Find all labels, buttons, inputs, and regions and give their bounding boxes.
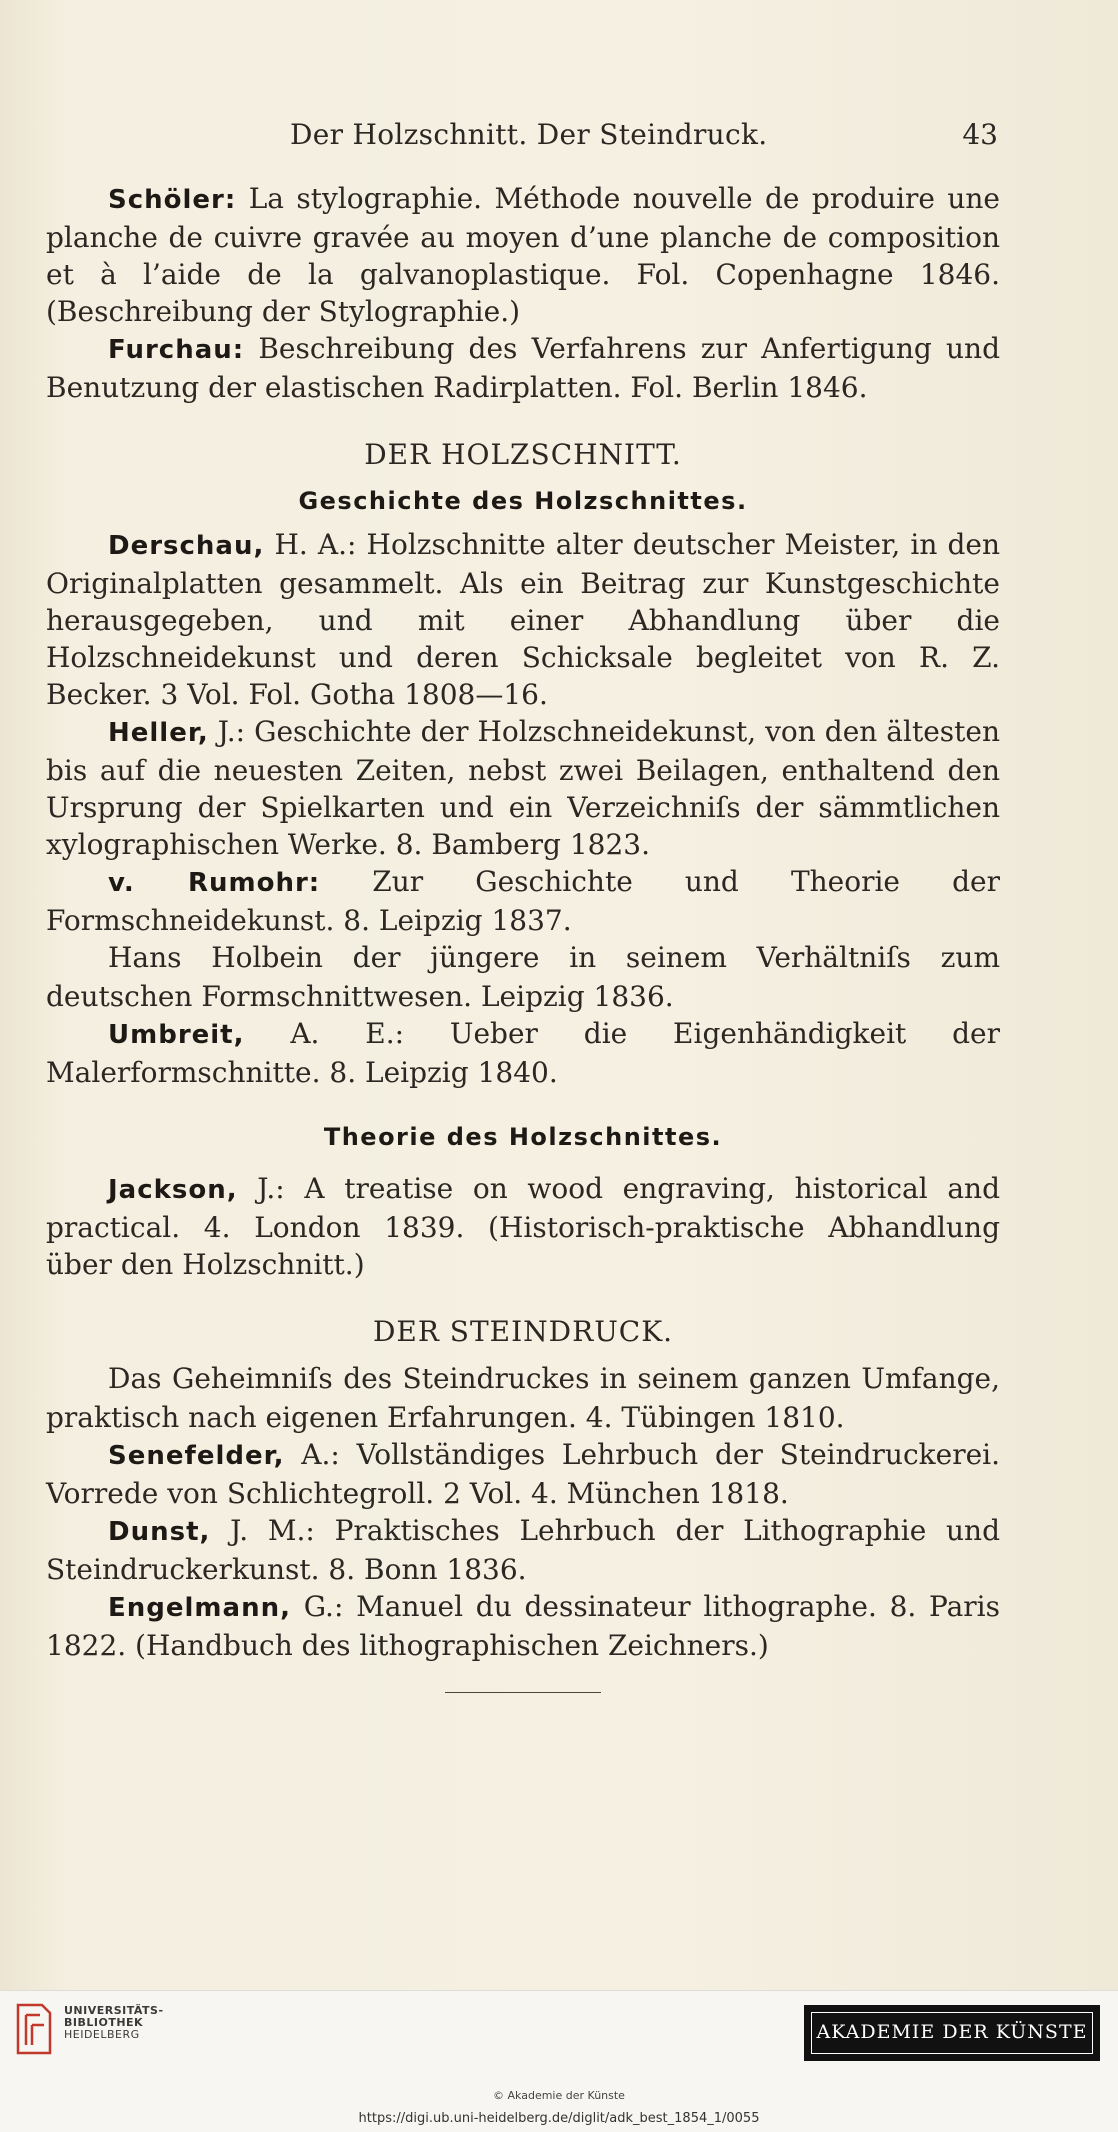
entry-author: Derschau,	[108, 531, 265, 561]
entry-author: Jackson,	[108, 1175, 238, 1205]
bibliography-entry	[46, 1360, 1000, 1436]
entry-author: Umbreit,	[108, 1020, 245, 1050]
entry-text: H. A.: Holzschnitte alter deutscher Meister, in den Originalplatten gesammelt. Als ein Beitrag zur Kunstgeschichte herausgegeben, und mit einer Abhandlung über die Holzschneidekunst und deren Schicksale begleitet von R. Z. Becker. 3 Vol. Fol. Gotha 1808—16.	[46, 528, 1000, 711]
entry-text: J. M.: Praktisches Lehrbuch der Lithographie und Steindruckerkunst. 8. Bonn 1836.	[46, 1514, 1000, 1586]
page-number: 43	[962, 118, 998, 151]
bibliography-entry	[46, 330, 1000, 406]
section-title-steindruck: DER STEINDRUCK.	[372, 1315, 674, 1348]
bibliography-entry	[46, 863, 1000, 939]
bibliography-entry	[46, 180, 1000, 330]
page-body	[46, 180, 1000, 1693]
entry-author: Furchau:	[108, 335, 245, 365]
bibliography-entry	[46, 1170, 1000, 1283]
entry-author: Schöler:	[108, 185, 237, 215]
bibliography-entry	[46, 1015, 1000, 1091]
bibliography-entry	[46, 526, 1000, 713]
entry-author: Senefelder,	[108, 1441, 285, 1471]
entry-text: A. E.: Ueber die Eigenhändigkeit der Malerformschnitte. 8. Leipzig 1840.	[46, 1017, 1000, 1089]
bibliography-entry	[46, 1436, 1000, 1512]
entry-text: A.: Vollständiges Lehrbuch der Steindruckerei. Vorrede von Schlichtegroll. 2 Vol. 4. München 1818.	[46, 1438, 1000, 1510]
source-url-link[interactable]: https://digi.ub.uni-heidelberg.de/diglit/adk_best_1854_1/0055	[358, 2111, 760, 2126]
entry-text: La stylographie. Méthode nouvelle de produire une planche de cuivre gravée au moyen d’une planche de composition et à l’aide de la galvanoplastique. Fol. Copenhagne 1846. (Beschreibung der Stylographie.)	[46, 182, 1000, 328]
library-logo-text[interactable]	[64, 2005, 164, 2041]
running-header: Der Holzschnitt. Der Steindruck.	[290, 118, 768, 151]
library-name-line1: UNIVERSITÄTS-	[64, 2004, 164, 2017]
library-name-line3: HEIDELBERG	[64, 2028, 140, 2041]
library-logo-icon[interactable]	[12, 2001, 56, 2057]
entry-author: Heller,	[108, 718, 209, 748]
copyright-notice: © Akademie der Künste	[493, 2089, 625, 2102]
entry-text: J.: Geschichte der Holzschneidekunst, von den ältesten bis auf die neuesten Zeiten, nebst zwei Beilagen, enthaltend den Ursprung der Spielkarten und ein Verzeichniſs der sämmtlichen xylographischen Werke. 8. Bamberg 1823.	[46, 715, 1000, 861]
entry-author: Dunst,	[108, 1517, 211, 1547]
subsection-title-geschichte: Geschichte des Holzschnittes.	[298, 487, 748, 515]
entry-author: Engelmann,	[108, 1593, 291, 1623]
academy-logo[interactable]	[804, 2005, 1100, 2061]
library-name-line2: BIBLIOTHEK	[64, 2016, 144, 2029]
viewer-footer	[0, 1990, 1118, 2132]
subsection-title-theorie: Theorie des Holzschnittes.	[323, 1123, 723, 1151]
entry-text: Beschreibung des Verfahrens zur Anfertigung und Benutzung der elastischen Radirplatten. Fol. Berlin 1846.	[46, 332, 1000, 404]
entry-text: Hans Holbein der jüngere in seinem Verhältniſs zum deutschen Formschnittwesen. Leipzig 1836.	[46, 941, 1000, 1013]
academy-logo-label: AKADEMIE DER KÜNSTE	[811, 2012, 1093, 2054]
section-title-holzschnitt: DER HOLZSCHNITT.	[364, 438, 682, 471]
entry-text: Zur Geschichte und Theorie der Formschneidekunst. 8. Leipzig 1837.	[46, 865, 1000, 937]
entry-text: J.: A treatise on wood engraving, historical and practical. 4. London 1839. (Historisch-praktische Abhandlung über den Holzschnitt.)	[46, 1172, 1000, 1281]
end-rule-divider	[445, 1692, 601, 1693]
bibliography-entry	[46, 1512, 1000, 1588]
entry-author: v. Rumohr:	[108, 868, 321, 898]
entry-text: Das Geheimniſs des Steindruckes in seinem ganzen Umfange, praktisch nach eigenen Erfahrungen. 4. Tübingen 1810.	[46, 1362, 1000, 1434]
bibliography-entry	[46, 939, 1000, 1015]
bibliography-entry	[46, 1588, 1000, 1664]
bibliography-entry	[46, 713, 1000, 863]
entry-text: G.: Manuel du dessinateur lithographe. 8. Paris 1822. (Handbuch des lithographischen Zeichners.)	[46, 1590, 1000, 1662]
